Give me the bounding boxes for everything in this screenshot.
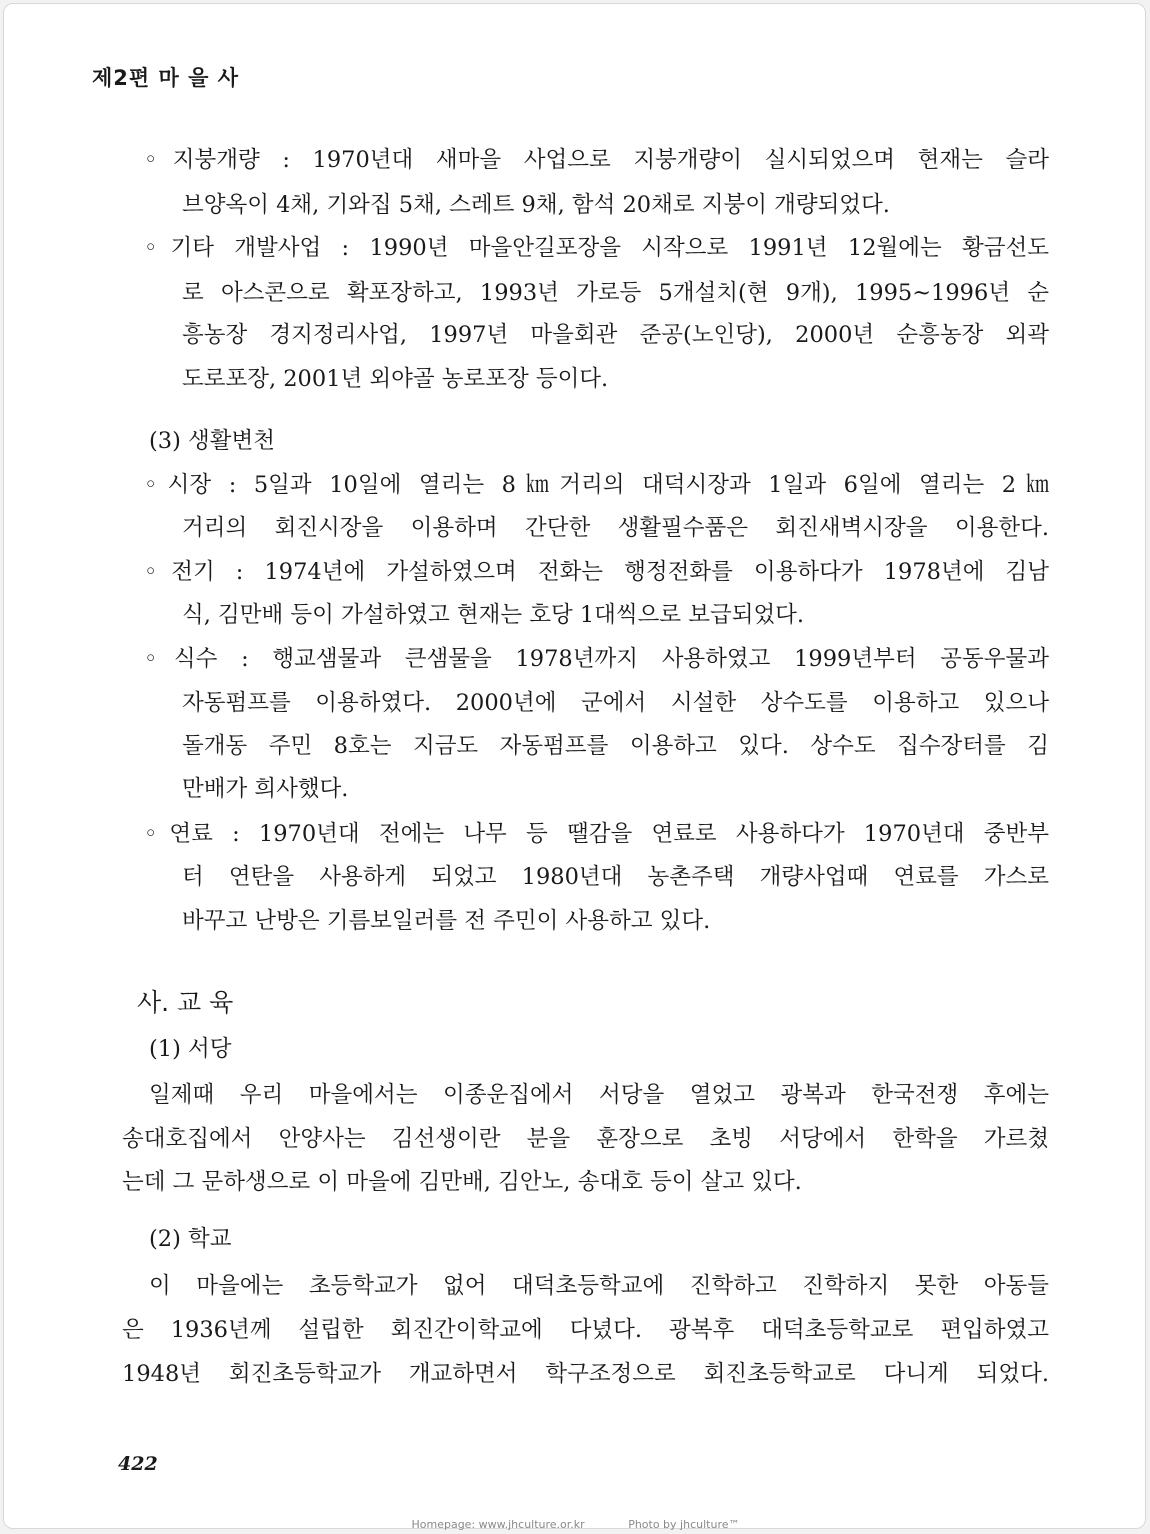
fuel-line-2: 터 연탄을 사용하게 되었고 1980년대 농촌주택 개량사업때 연료를 가스로: [182, 864, 1049, 890]
footer-homepage: Homepage: www.jhculture.or.kr: [411, 1518, 585, 1531]
seodang-line-3: 는데 그 문하생으로 이 마을에 김만배, 김안노, 송대호 등이 살고 있다.: [122, 1169, 802, 1195]
footer-watermark: [4, 1518, 1147, 1531]
footer-photo-credit: Photo by jhculture™: [628, 1518, 740, 1531]
market-line-1: ◦시장 : 5일과 10일에 열리는 8㎞거리의 대덕시장과 1일과 6일에 열리는 2㎞: [144, 472, 1049, 498]
living-heading: (3) 생활변천: [149, 428, 275, 454]
electricity-line-1: ◦전기 : 1974년에 가설하였으며 전화는 행정전화를 이용하다가 1978년에 김남: [144, 559, 1049, 585]
part-label: 제2편: [92, 66, 151, 90]
fuel-line-3: 바꾸고 난방은 기름보일러를 전 주민이 사용하고 있다.: [182, 908, 711, 934]
water-line-1: ◦식수 : 행교샘물과 큰샘물을 1978년까지 사용하였고 1999년부터 공동우물과: [144, 646, 1049, 672]
school-line-3: 1948년 회진초등학교가 개교하면서 학구조정으로 회진초등학교로 다니게 되었다.: [122, 1361, 1049, 1387]
chapter-title: 마 을 사: [158, 66, 239, 90]
seodang-line-2: 송대호집에서 안양사는 김선생이란 분을 훈장으로 초빙 서당에서 한학을 가르쳤: [122, 1126, 1049, 1152]
school-heading: (2) 학교: [149, 1226, 232, 1252]
other-dev-line-3: 흥농장 경지정리사업, 1997년 마을회관 준공(노인당), 2000년 순흥농장 외곽: [182, 322, 1049, 348]
water-line-3: 돌개동 주민 8호는 지금도 자동펌프를 이용하고 있다. 상수도 집수장터를 김: [182, 733, 1049, 759]
fuel-line-1: ◦연료 : 1970년대 전에는 나무 등 땔감을 연료로 사용하다가 1970년대 중반부: [144, 821, 1049, 847]
education-heading: 사. 교 육: [137, 988, 234, 1017]
water-line-4: 만배가 희사했다.: [182, 776, 349, 802]
roof-line-1: ◦지붕개량 : 1970년대 새마을 사업으로 지붕개량이 실시되었으며 현재는 슬라: [144, 147, 1049, 173]
book-page: [3, 3, 1146, 1529]
water-line-2: 자동펌프를 이용하였다. 2000년에 군에서 시설한 상수도를 이용하고 있으나: [182, 690, 1049, 716]
roof-line-2: 브양옥이 4채, 기와집 5채, 스레트 9채, 함석 20채로 지붕이 개량되었다.: [182, 192, 890, 218]
other-dev-line-2: 로 아스콘으로 확포장하고, 1993년 가로등 5개설치(현 9개), 1995~1996년 순: [182, 280, 1049, 306]
electricity-line-2: 식, 김만배 등이 가설하였고 현재는 호당 1대씩으로 보급되었다.: [182, 602, 805, 628]
school-line-1: 이 마을에는 초등학교가 없어 대덕초등학교에 진학하고 진학하지 못한 아동들: [149, 1273, 1049, 1299]
other-dev-line-4: 도로포장, 2001년 외야골 농로포장 등이다.: [182, 366, 609, 392]
seodang-line-1: 일제때 우리 마을에서는 이종운집에서 서당을 열었고 광복과 한국전쟁 후에는: [149, 1082, 1049, 1108]
school-line-2: 은 1936년께 설립한 회진간이학교에 다녔다. 광복후 대덕초등학교로 편입하였고: [122, 1317, 1049, 1343]
seodang-heading: (1) 서당: [149, 1036, 232, 1062]
running-header: [92, 62, 239, 92]
page-number: 422: [118, 1453, 158, 1475]
market-line-2: 거리의 회진시장을 이용하며 간단한 생활필수품은 회진새벽시장을 이용한다.: [182, 515, 1049, 541]
other-dev-line-1: ◦기타 개발사업 : 1990년 마을안길포장을 시작으로 1991년 12월에는 황금선도: [144, 235, 1049, 261]
